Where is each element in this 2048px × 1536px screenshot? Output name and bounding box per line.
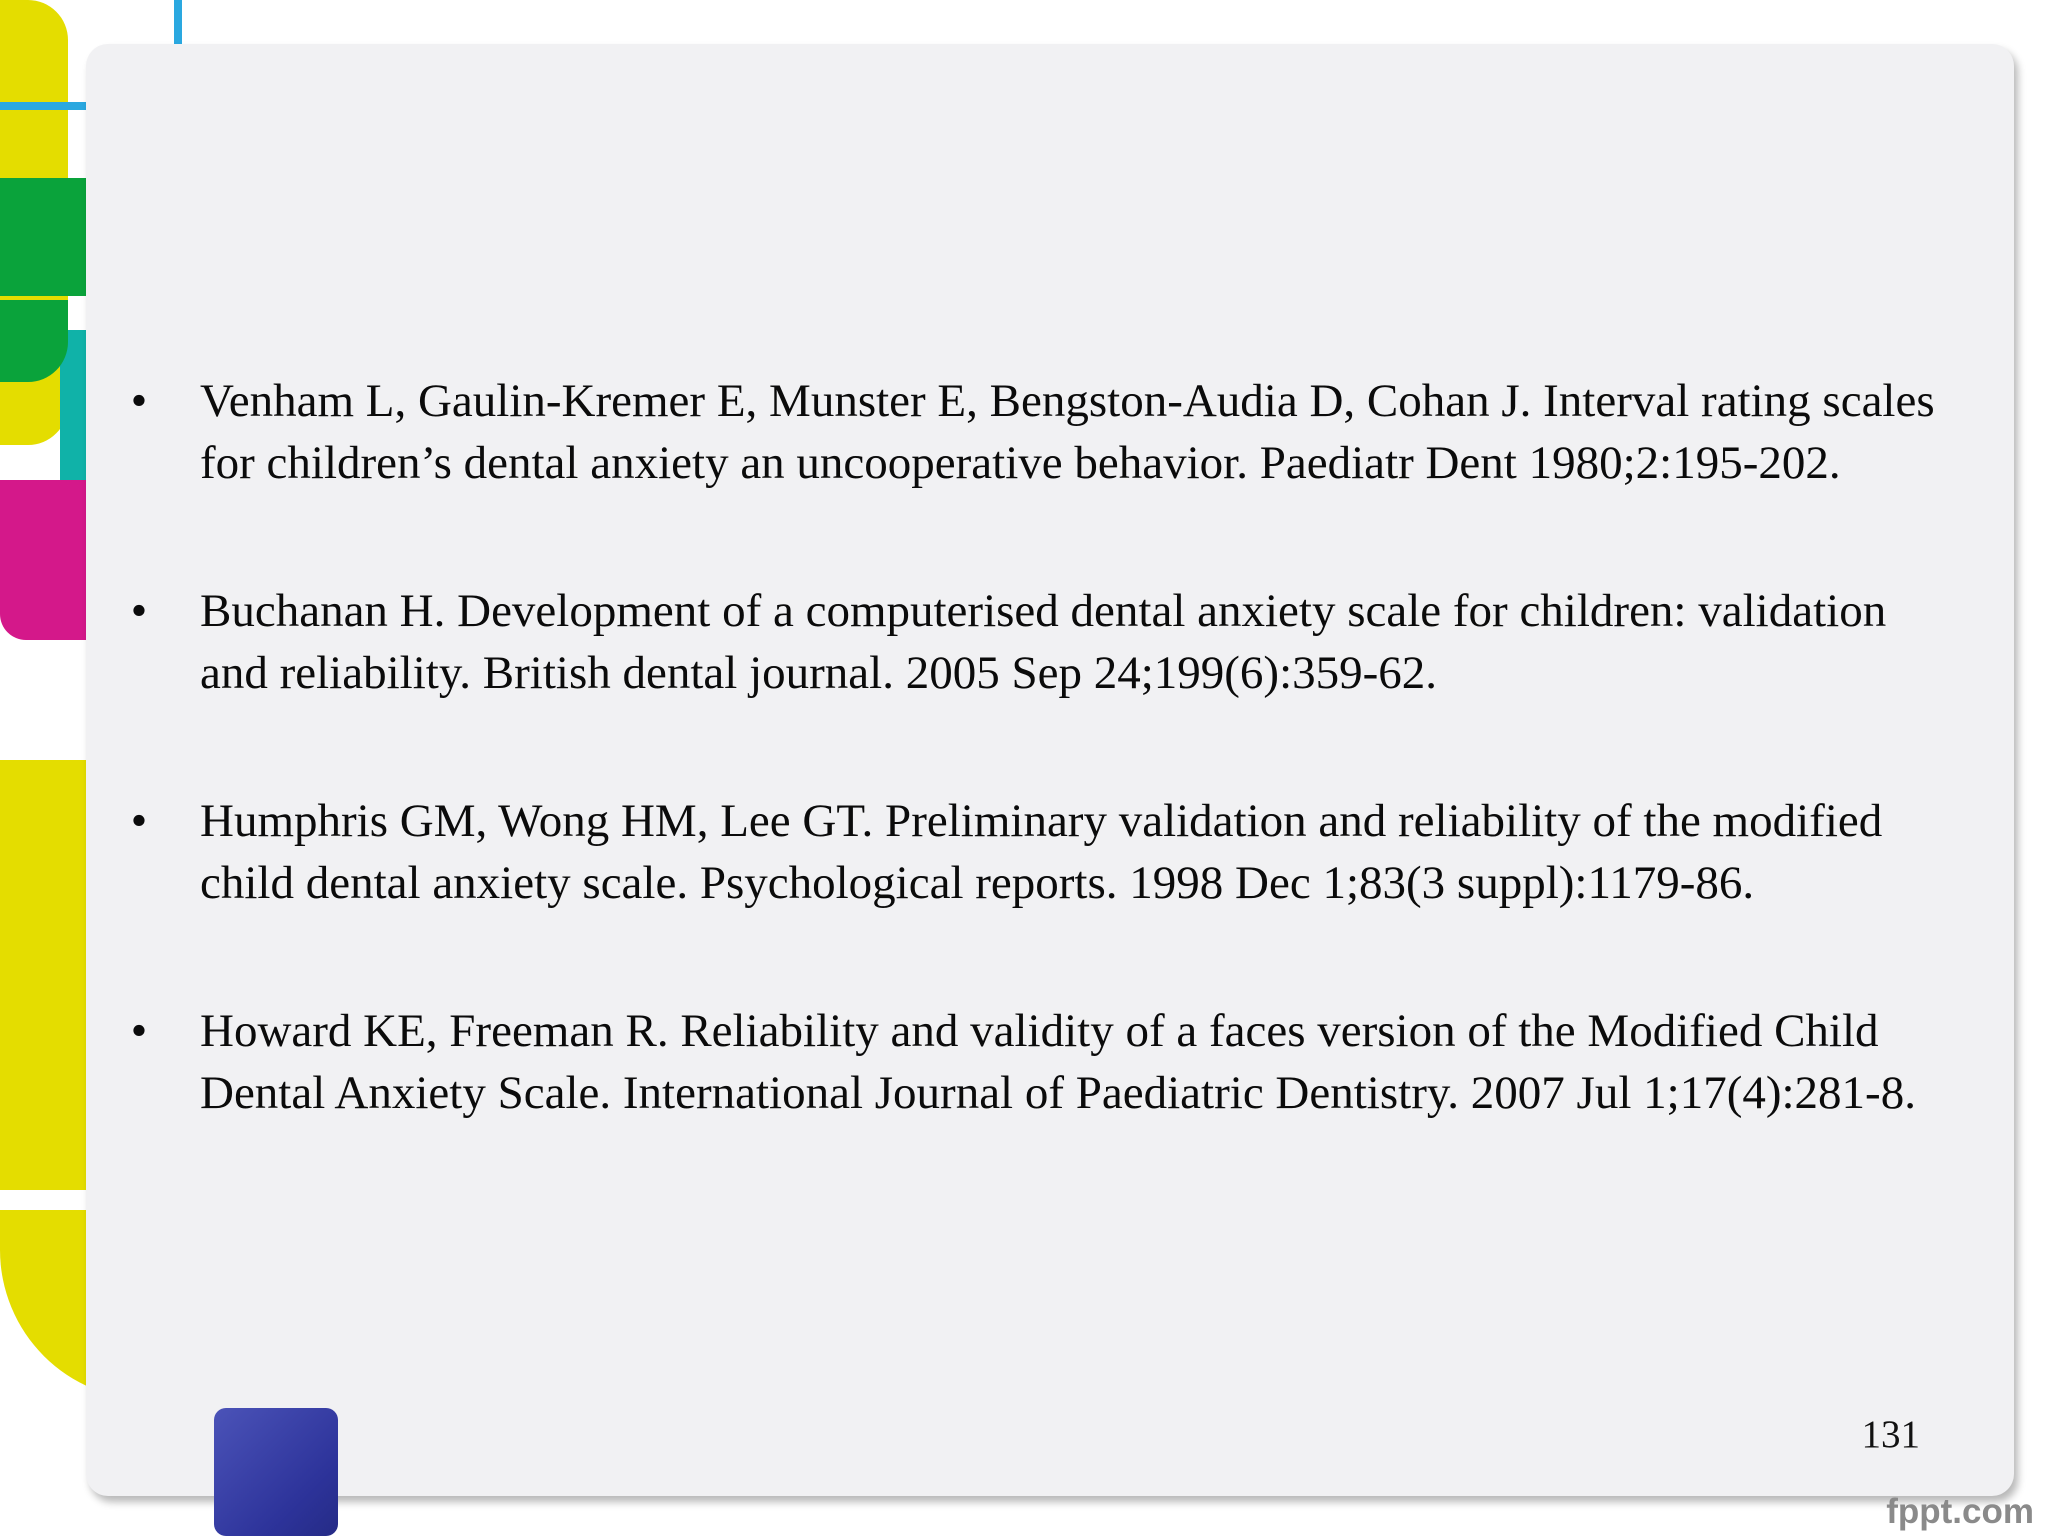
reference-text: Venham L, Gaulin-Kremer E, Munster E, Bengston-Audia D, Cohan J. Interval rating scales for children’s dental anxiety an uncooperative behavior. Paediatr Dent 1980;2:195-202.: [200, 375, 1935, 489]
bullet-icon: •: [130, 1005, 148, 1057]
decor-green-block: [0, 178, 95, 296]
reference-text: Howard KE, Freeman R. Reliability and validity of a faces version of the Modified Child Dental Anxiety Scale. International Journal of Paediatric Dentistry. 2007 Jul 1;17(4):281-8.: [200, 1005, 1916, 1119]
bullet-icon: •: [130, 375, 148, 427]
reference-item: [130, 1000, 1940, 1124]
reference-item: [130, 580, 1940, 704]
reference-text: Buchanan H. Development of a computerised dental anxiety scale for children: validation and reliability. British dental journal. 2005 Sep 24;199(6):359-62.: [200, 585, 1887, 699]
bullet-icon: •: [130, 585, 148, 637]
reference-text: Humphris GM, Wong HM, Lee GT. Preliminary validation and reliability of the modified child dental anxiety scale. Psychological reports. 1998 Dec 1;83(3 suppl):1179-86.: [200, 795, 1883, 909]
reference-item: [130, 790, 1940, 914]
slide-number: 131: [1861, 1413, 1920, 1456]
bullet-icon: •: [130, 795, 148, 847]
watermark-logo: fppt.com: [1886, 1492, 2034, 1531]
decor-navy-block: [214, 1408, 338, 1536]
reference-item: [130, 370, 1940, 494]
reference-list: [130, 370, 1940, 1210]
